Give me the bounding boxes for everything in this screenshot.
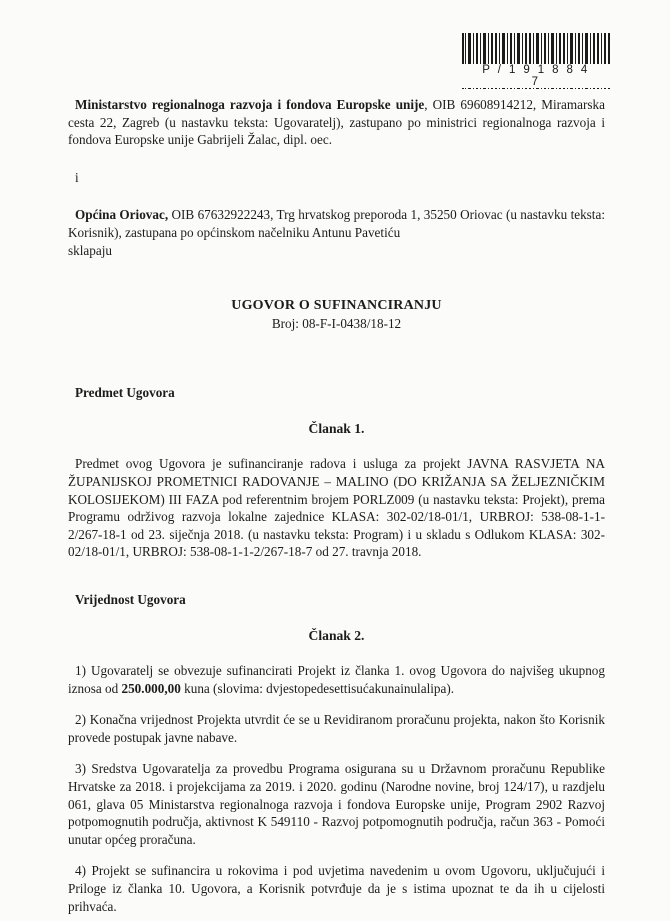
barcode-number: P / 1 9 1 8 8 4 7: [462, 64, 610, 88]
article-2-paragraph-1-post: kuna (slovima: dvjestopedesettisućakunainulalipa).: [180, 680, 455, 696]
article-heading-1: Članak 1.: [308, 420, 365, 436]
party-second-name: Općina Oriovac,: [75, 207, 169, 223]
article-2-paragraph-2: 2) Konačna vrijednost Projekta utvrdit će se u Revidiranom proračunu projekta, nakon što Korisnik provede postupak javne nabave.: [68, 712, 605, 745]
document-body: [68, 0, 605, 915]
party-closing: sklapaju: [68, 242, 112, 258]
document-title: UGOVOR O SUFINANCIRANJU: [231, 298, 442, 314]
article-1-paragraph-1: Predmet ovog Ugovora je sufinanciranje radova i usluga za projekt JAVNA RASVJETA NA ŽUPANIJSKOJ PROMETNICI RADOVANJE – MALINO (DO KRIŽANJA SA ŽELJEZNIČKIM KOLOSIJEKOM) III FAZA pod referentnim brojem PORLZ009 (u nastavku teksta: Projekt), prema Programu održivog razvoja lokalne zajednice KLASA: 302-02/18-01/1, URBROJ: 538-08-1-1-2/267-18-1 od 23. siječnja 2018. (u nastavku teksta: Program) i u skladu s Odlukom KLASA: 302-02/18-01/1, URBROJ: 538-08-1-1-2/267-18-7 od 27. travnja 2018.: [68, 456, 605, 560]
party-second-details: OIB 67632922243, Trg hrvatskog preporoda 1, 35250 Oriovac (u nastavku teksta: Korisnik), zastupana po općinskom načelniku Antunu Pavetiću: [68, 207, 605, 240]
article-2-paragraph-4: 4) Projekt se sufinancira u rokovima i pod uvjetima navedenim u ovom Ugovoru, uključujući i Priloge iz članka 10. Ugovora, a Korisnik potvrđuje da je s istima upoznat te da ih u cijelosti prihvaća.: [68, 863, 605, 914]
party-conjunction: i: [75, 169, 79, 185]
article-2-paragraph-3: 3) Sredstva Ugovaratelja za provedbu Programa osigurana su u Državnom proračunu Republike Hrvatske za 2018. i projekcijama za 2019. i 2020. godinu (Narodne novine, broj 124/17), u razdjelu 061, glava 05 Ministarstva regionalnoga razvoja i fondova Europske unije, Program 2902 Razvoj potpomognutih područja, aktivnost K 549110 - Razvoj potpomognutih područja, račun 363 - Pomoći unutar općeg proračuna.: [68, 761, 605, 847]
article-2-paragraph-1: [68, 662, 605, 697]
article-2-paragraph-1-pre: 1) Ugovaratelj se obvezuje sufinancirati Projekt iz članka 1. ovog Ugovora do najvišeg ukupnog iznosa od: [68, 663, 605, 696]
party-first-details: , OIB 69608914212, Miramarska cesta 22, Zagreb (u nastavku teksta: Ugovaratelj), zastupano po ministrici regionalnoga razvoja i fondova Europske unije Gabrijeli Žalac, dipl. oec.: [68, 97, 605, 148]
article-heading-2: Članak 2.: [308, 627, 365, 643]
party-first-paragraph: [68, 96, 605, 149]
document-number: Broj: 08-F-I-0438/18-12: [271, 316, 402, 332]
section-heading-subject: Predmet Ugovora: [75, 385, 175, 401]
party-second-paragraph: [68, 206, 605, 241]
contract-amount: 250.000,00: [121, 680, 181, 696]
section-heading-value: Vrijednost Ugovora: [75, 591, 186, 607]
party-first-name: Ministarstvo regionalnoga razvoja i fondova Europske unije: [75, 97, 425, 112]
